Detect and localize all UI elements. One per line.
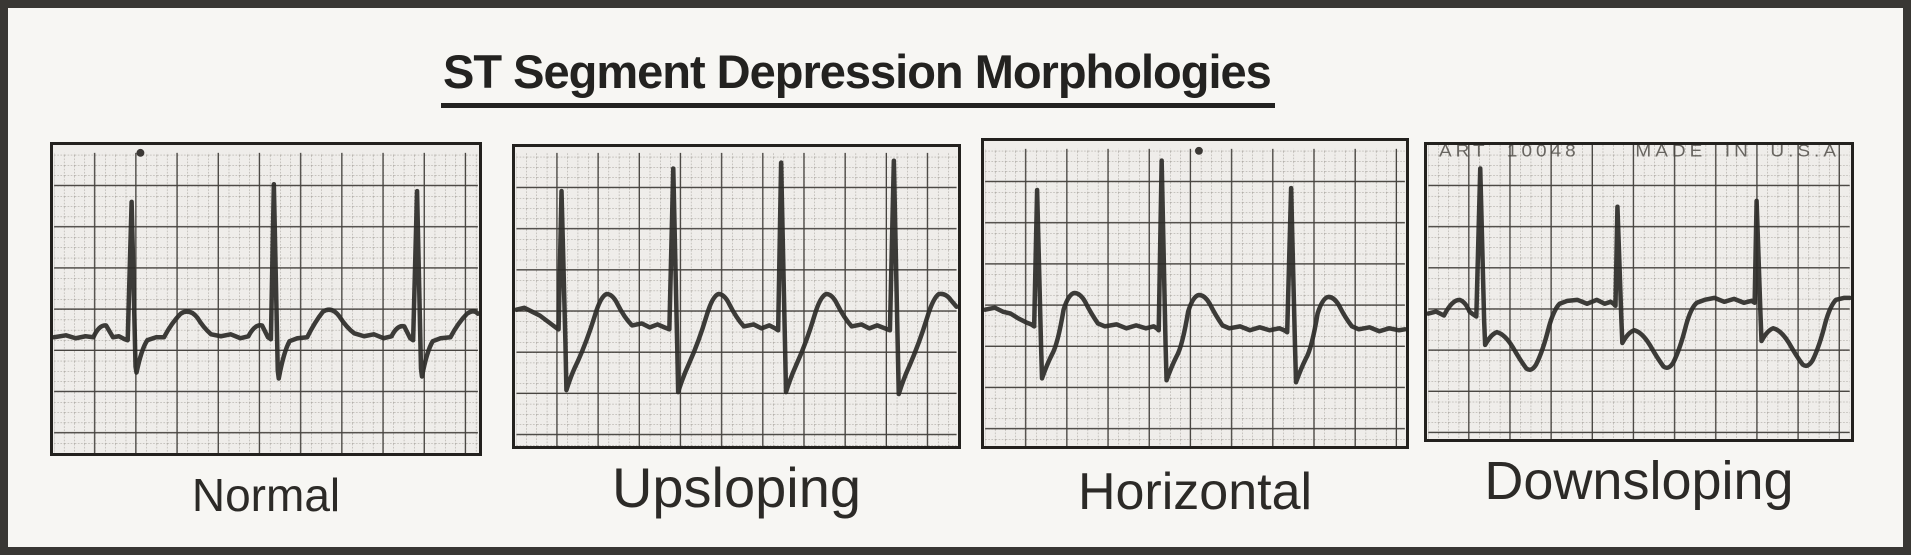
ecg-grid-major [1428,145,1849,439]
ecg-strip-upsloping [515,147,958,446]
ecg-strip-downsloping [1427,145,1851,439]
ecg-panel-normal [50,142,482,456]
ecg-strip-normal [53,145,479,453]
paper-brand-text: ART 10048 MADE IN U.S.A [1439,142,1841,162]
label-horizontal: Horizontal [1077,463,1313,521]
label-upsloping: Upsloping [611,456,862,519]
ecg-panel-horizontal [981,138,1409,449]
scan-speck [1195,147,1203,155]
scan-speck [137,149,145,157]
label-downsloping: Downsloping [1484,451,1794,511]
ecg-panel-upsloping [512,144,961,449]
ecg-strip-horizontal [984,141,1406,446]
ecg-panel-downsloping [1424,142,1854,442]
label-normal: Normal [191,469,341,521]
page-title: ST Segment Depression Morphologies [441,44,1275,108]
